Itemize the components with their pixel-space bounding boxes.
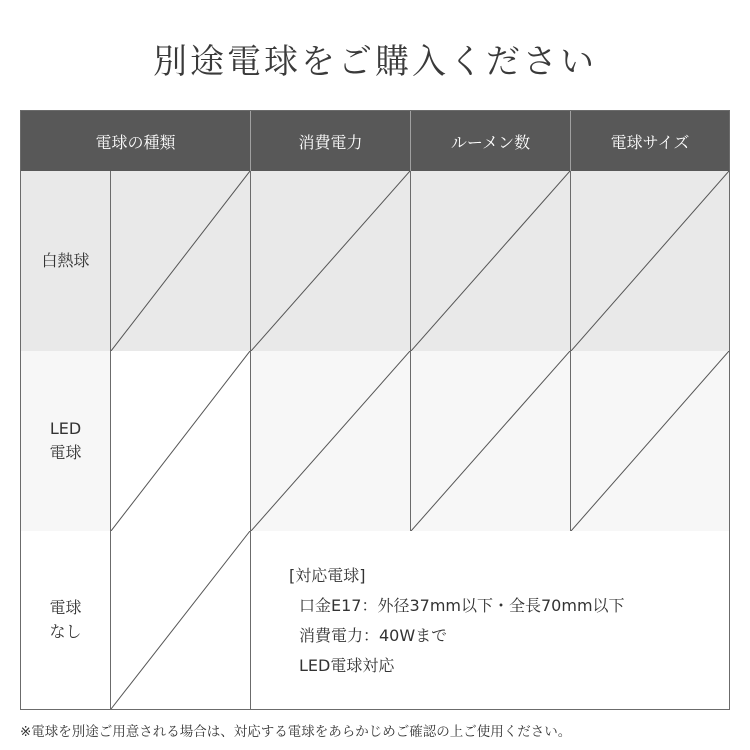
spec-line: LED電球対応 bbox=[299, 656, 395, 675]
header-lumen: ルーメン数 bbox=[411, 111, 571, 171]
row-incandescent bbox=[21, 171, 729, 351]
diag-cell bbox=[411, 171, 571, 351]
row-label-text: 電球 bbox=[49, 598, 82, 617]
row-label-text: 電球 bbox=[49, 443, 82, 462]
header-bulb-type: 電球の種類 bbox=[21, 111, 251, 171]
row-label-text: LED bbox=[49, 419, 82, 438]
row-no-bulb bbox=[21, 531, 729, 709]
diag-cell bbox=[111, 171, 251, 351]
header-size: 電球サイズ bbox=[571, 111, 729, 171]
diag-cell bbox=[251, 171, 411, 351]
row-label-text: なし bbox=[49, 622, 82, 641]
diag-cell bbox=[571, 171, 729, 351]
spec-line: 口金E17：外径37mm以下・全長70mm以下 bbox=[299, 596, 625, 615]
row-label-led bbox=[21, 351, 111, 531]
diag-cell bbox=[111, 531, 251, 709]
diag-cell bbox=[571, 351, 729, 531]
row-label-incandescent bbox=[21, 171, 111, 351]
row-led bbox=[21, 351, 729, 531]
footnote: ※電球を別途ご用意される場合は、対応する電球をあらかじめご確認の上ご使用ください。 bbox=[20, 724, 572, 740]
diag-cell bbox=[111, 351, 251, 531]
bulb-spec-table bbox=[20, 110, 730, 710]
diag-cell bbox=[411, 351, 571, 531]
row-label-no-bulb bbox=[21, 531, 111, 709]
compatible-bulb-spec bbox=[289, 561, 719, 691]
row-label-text: 白熱球 bbox=[41, 251, 90, 270]
page-title: 別途電球をご購入ください bbox=[153, 42, 597, 82]
header-power: 消費電力 bbox=[251, 111, 411, 171]
spec-line: 消費電力：40Wまで bbox=[299, 626, 448, 645]
diag-cell bbox=[251, 351, 411, 531]
spec-heading: [対応電球] bbox=[289, 566, 366, 585]
